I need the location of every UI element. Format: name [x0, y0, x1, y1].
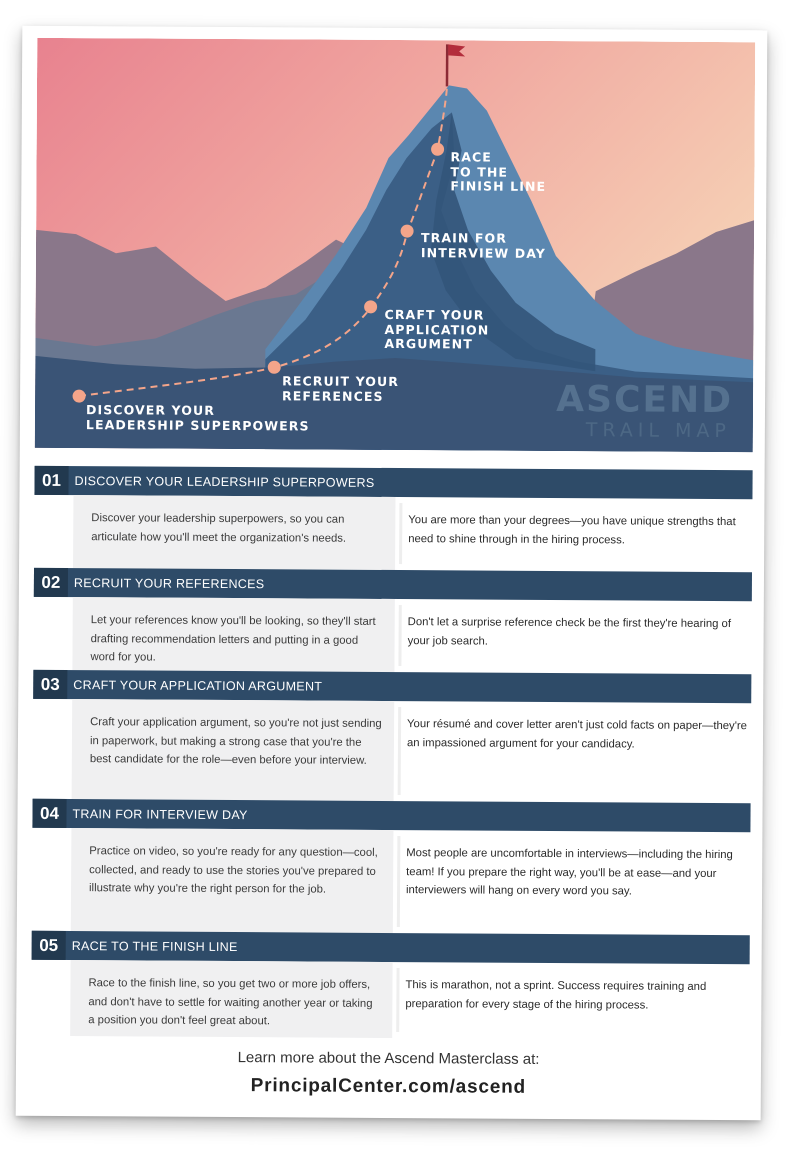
step-divider	[399, 503, 402, 564]
step-insight-text: You are more than your degrees—you have unique strengths that need to shine through in the hiring process.	[408, 514, 736, 546]
step-divider	[398, 605, 401, 666]
step-body	[33, 699, 752, 803]
brand-title: ASCEND	[556, 379, 734, 422]
step-action-text: Craft your application argument, so you're not just sending in paperwork, but making a strong case that you're the best candidate for the role—even before your interview.	[72, 699, 395, 801]
step-action-text: Practice on video, so you're ready for any question—cool, collected, and ready to use the stories you've prepared to illustrate why you're the right person for the job.	[71, 828, 394, 933]
step-04	[32, 799, 751, 935]
step-header	[34, 466, 752, 499]
step-body	[33, 597, 751, 674]
footer-cta: Learn more about the Ascend Masterclass at:	[237, 1049, 540, 1068]
step-insight-text: Most people are uncomfortable in interviews—including the hiring team! If you prepare the right way, you'll be at ease—and your interviewers will hang on every word you say.	[406, 847, 733, 898]
stage-label-1: DISCOVER YOUR LEADERSHIP SUPERPOWERS	[85, 402, 310, 433]
step-body	[32, 828, 751, 935]
waypoint-4	[401, 225, 414, 238]
step-number: 01	[34, 466, 68, 495]
step-02	[33, 568, 752, 674]
step-number: 03	[33, 670, 67, 699]
step-action-text: Let your references know you'll be looking, so they'll start drafting recommendation letters and putting in a good word for you.	[72, 597, 394, 672]
step-number: 04	[32, 799, 66, 828]
step-05	[31, 931, 750, 1040]
step-title: DISCOVER YOUR LEADERSHIP SUPERPOWERS	[74, 473, 375, 490]
step-01	[34, 466, 753, 572]
trail-map-sheet	[16, 26, 768, 1121]
waypoint-1	[73, 390, 86, 403]
step-number: 05	[32, 931, 66, 960]
hero-illustration	[35, 38, 755, 452]
footer-url-link[interactable]: PrincipalCenter.com/ascend	[250, 1075, 527, 1098]
step-03	[33, 670, 752, 803]
stage-label-3: CRAFT YOUR APPLICATION ARGUMENT	[384, 306, 490, 352]
step-body	[31, 960, 749, 1040]
waypoint-3	[364, 300, 377, 313]
step-body	[34, 495, 752, 572]
stage-label-5: RACE TO THE FINISH LINE	[450, 149, 547, 194]
step-insight-text: Your résumé and cover letter aren't just cold facts on paper—they're an impassioned argument for your candidacy.	[406, 718, 747, 750]
waypoint-5	[431, 143, 444, 156]
step-action-text: Race to the finish line, so you get two or more job offers, and don't have to settle for waiting another year or taking a position you don't feel great about.	[70, 960, 392, 1038]
step-divider	[396, 968, 399, 1032]
step-header	[32, 931, 750, 964]
step-divider	[398, 707, 402, 795]
step-insight-text: Don't let a surprise reference check be the first they're hearing of your job search.	[407, 616, 732, 648]
brand-subtitle: TRAIL MAP	[585, 419, 731, 443]
step-header	[32, 799, 750, 832]
step-title: RECRUIT YOUR REFERENCES	[73, 575, 265, 591]
step-insight-text: This is marathon, not a sprint. Success requires training and preparation for every stage of the hiring process.	[405, 979, 707, 1012]
stage-label-2: RECRUIT YOUR REFERENCES	[282, 373, 400, 404]
step-title: RACE TO THE FINISH LINE	[71, 938, 238, 954]
step-number: 02	[34, 568, 68, 597]
step-header	[33, 670, 751, 703]
step-action-text: Discover your leadership superpowers, so you can articulate how you'll meet the organization's needs.	[73, 495, 395, 570]
step-divider	[397, 836, 401, 927]
step-title: TRAIN FOR INTERVIEW DAY	[72, 806, 248, 822]
steps-list	[31, 466, 752, 1040]
step-header	[34, 568, 752, 601]
stage-label-4: TRAIN FOR INTERVIEW DAY	[420, 230, 547, 261]
step-title: CRAFT YOUR APPLICATION ARGUMENT	[73, 677, 323, 694]
waypoint-2	[268, 361, 281, 374]
